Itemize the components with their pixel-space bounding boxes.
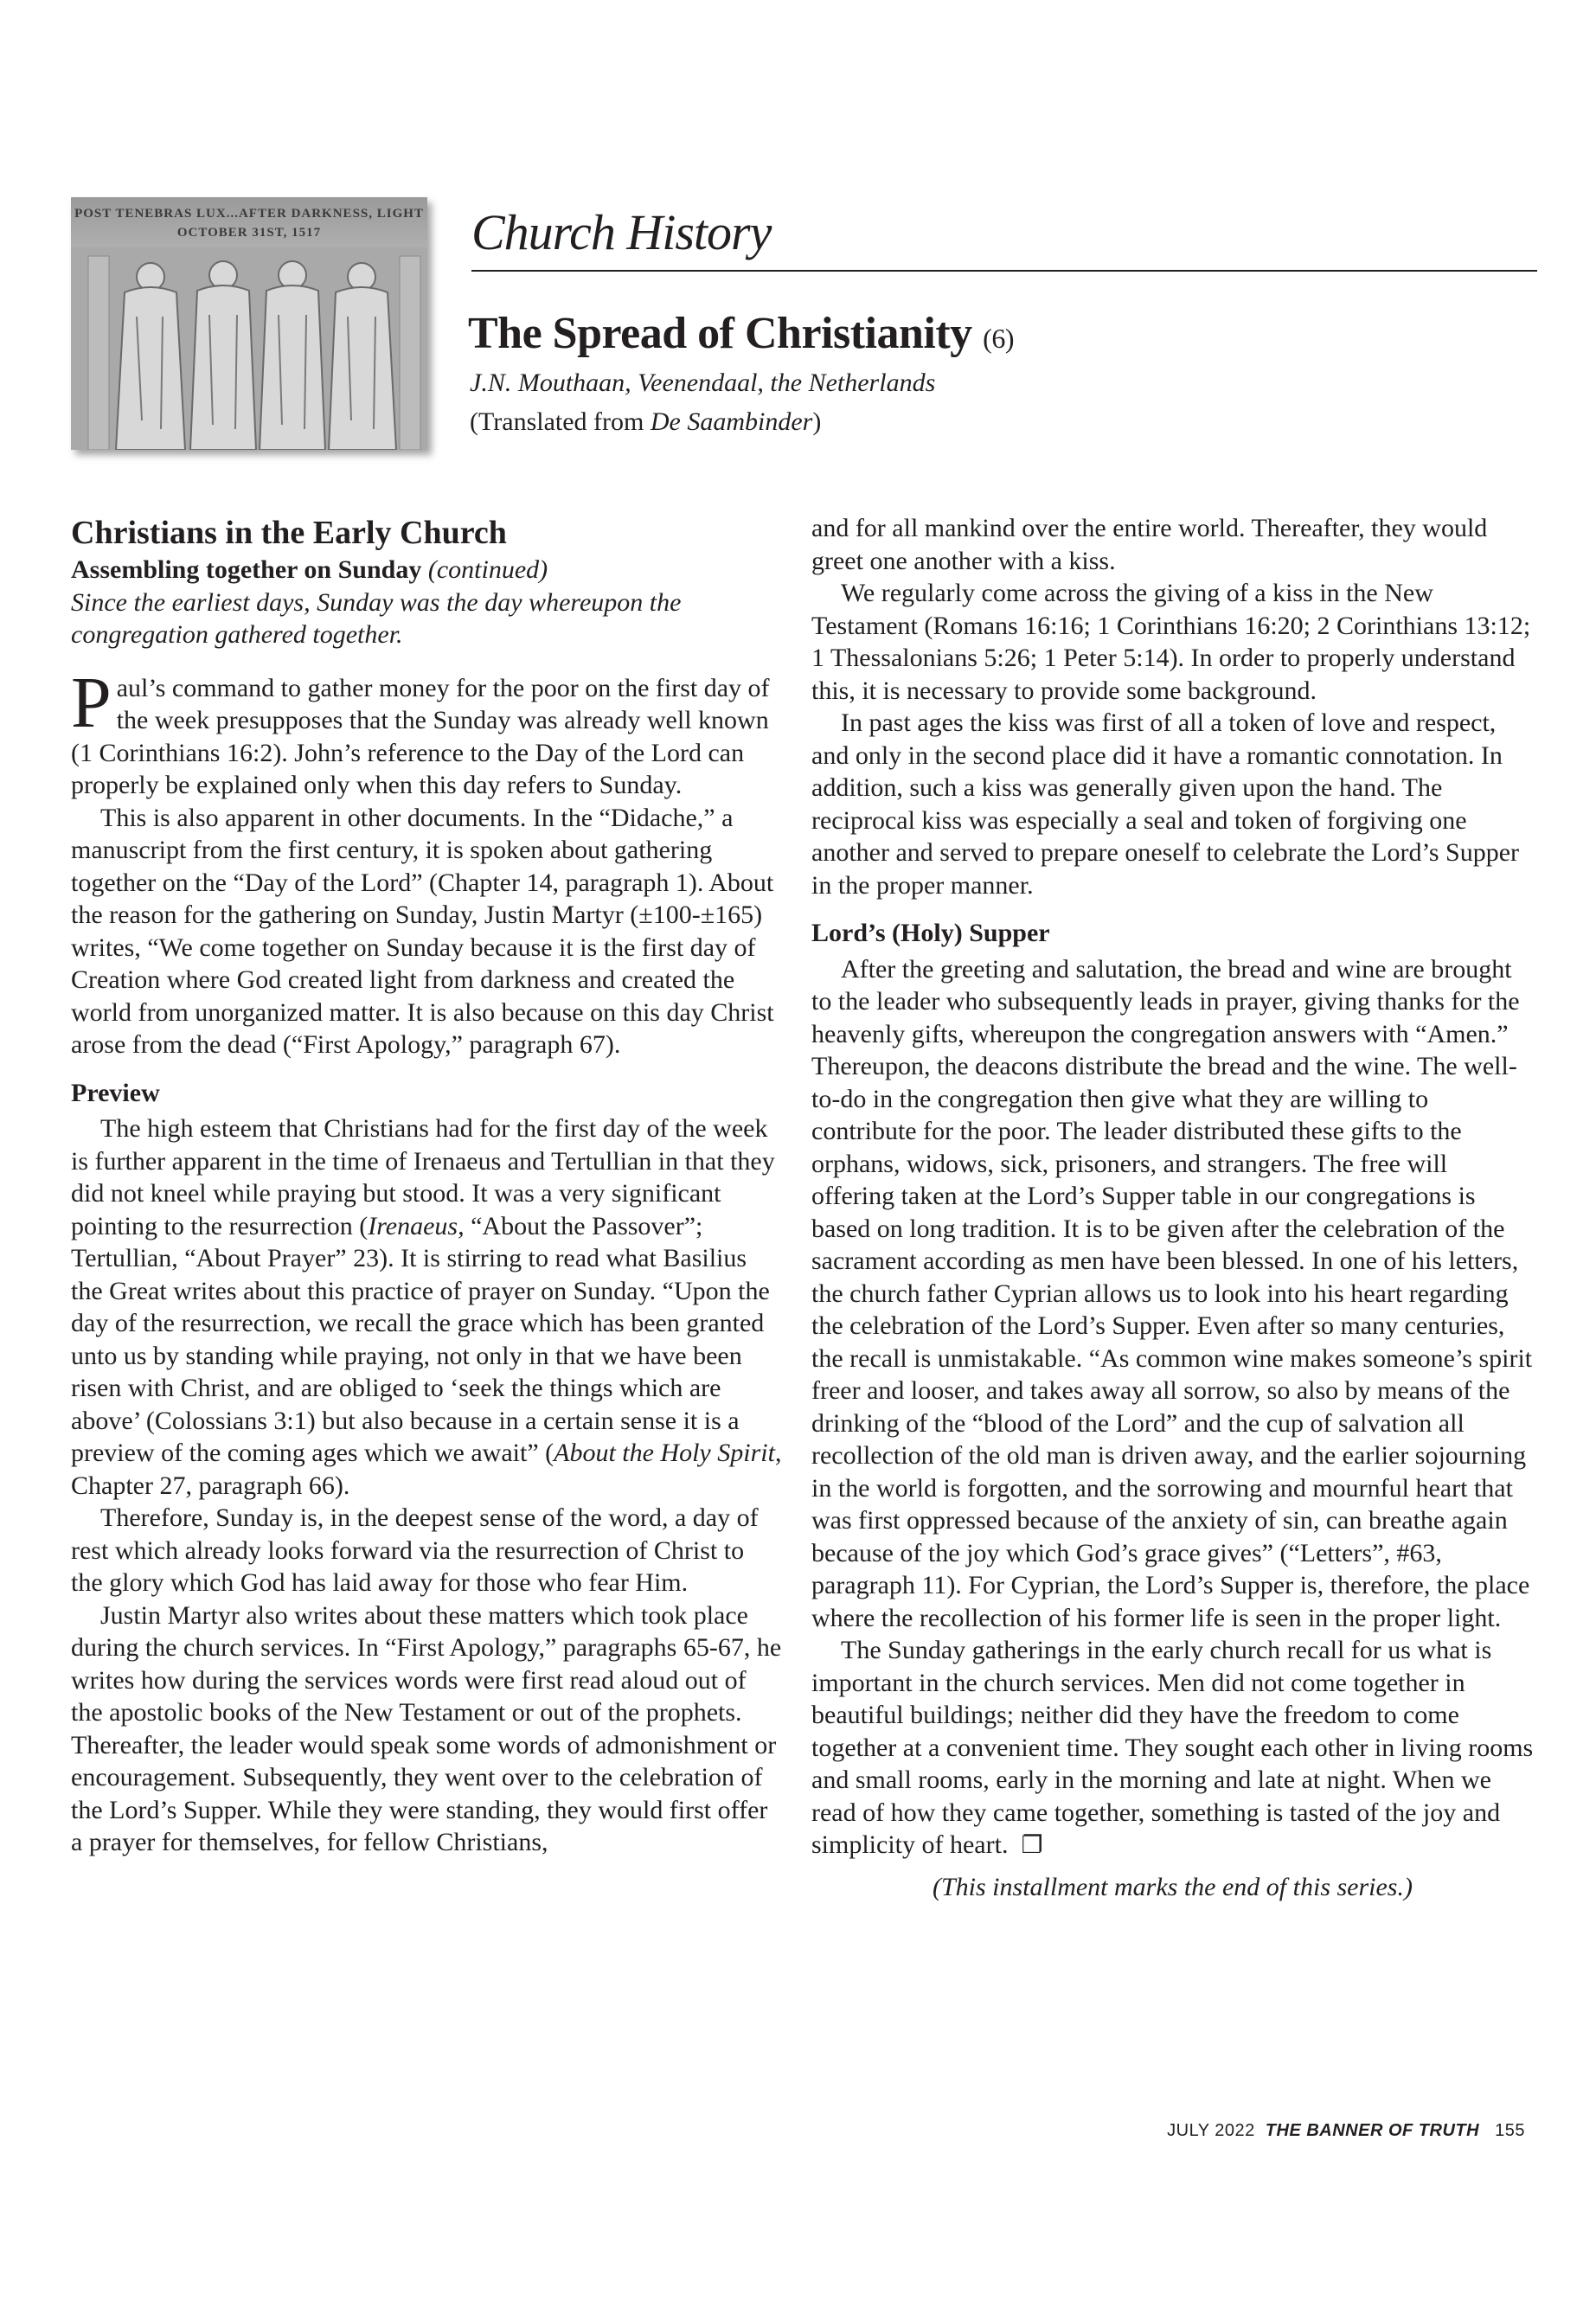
reformation-wall-photo [71,197,427,450]
paragraph: In past ages the kiss was first of all a token of love and respect, and only in the second place did it have a romantic connotation. In addition, such a kiss was generally given upon the hand. The reciprocal kiss was especially a seal and token of forgiving one another and served to prepare oneself to celebrate the Lord’s Supper in the proper manner. [811,708,1519,900]
lead-summary: Since the earliest days, Sunday was the day whereupon the congregation gathered together. [71,587,682,649]
publication-name: THE BANNER OF TRUTH [1265,2121,1480,2140]
paragraph: Paul’s command to gather money for the poor on the first day of the week presupposes that the Sunday was already well known (1 Corinthians 16:2). John’s reference to the Day of the Lord can properly be explained only when this day refers to Sunday. [71,662,770,799]
subheading: Assembling together on Sunday (continued) [71,555,548,584]
section-label: Church History [471,204,772,260]
translation-credit: (Translated from De Saambinder) [470,407,822,436]
paragraph: We regularly come across the giving of a kiss in the New Testament (Romans 16:16; 1 Corinthians 16:20; 2 Corinthians 13:12; 1 Thessalonians 5:26; 1 Peter 5:14). In order to properly understand this, it is necessary to provide some background. [811,579,1531,705]
drop-cap: P [71,662,112,743]
right-column [811,512,1534,1903]
paragraph: The Sunday gatherings in the early church recall for us what is important in the church services. Men did not come together in beautiful buildings; neither did they have the freedom to come together at a convenient time. They sought each other in living rooms and small rooms, early in the morning and late at night. When we read of how they came together, something is tasted of the joy and simplicity of heart. ❐ [811,1636,1534,1859]
paragraph: This is also apparent in other documents. In the “Didache,” a manuscript from the first century, it is spoken about gathering together on the “Day of the Lord” (Chapter 14, paragraph 1). About the reason for the gathering on Sunday, Justin Martyr (±100-±165) writes, “We come together on Sunday because it is the first day of Creation where God created light from darkness and created the world from unorganized matter. It is also because on this day Christ arose from the dead (“First Apology,” paragraph 67). [71,803,774,1059]
page-number: 155 [1495,2121,1525,2140]
paragraph: Therefore, Sunday is, in the deepest sense of the word, a day of rest which already looks forward via the resurrection of Christ to the glory which God has laid away for those who fear Him. [71,1503,759,1597]
photo-inscription: POST TENEBRAS LUX...AFTER DARKNESS, LIGHT OCTOBER 31ST, 1517 [74,207,424,240]
article-part: (6) [983,323,1014,354]
paragraph: Justin Martyr also writes about these matters which took place during the church services. In “First Apology,” paragraphs 65-67, he writes how during the services words were first read aloud out of the apostolic books of the New Testament or out of the prophets. Thereafter, the leader would speak some words of admonishment or encouragement. Subsequently, they went over to the celebration of the Lord’s Supper. While they were standing, they would first offer a prayer for themselves, for fellow Christians, [71,1600,782,1856]
end-mark-icon: ❐ [1021,1832,1043,1859]
issue-date: JULY 2022 [1167,2121,1255,2140]
reformer-statues [71,247,427,450]
author-byline: J.N. Mouthaan, Veenendaal, the Netherlands [470,369,936,397]
article-title-text: The Spread of Christianity [468,309,972,358]
page-footer [1167,2121,1525,2141]
left-column [71,512,782,1859]
installment-note: (This installment marks the end of this series.) [933,1872,1413,1901]
section-rule [471,270,1537,272]
paragraph: The high esteem that Christians had for the first day of the week is further apparent in the time of Irenaeus and Tertullian in that they did not kneel while praying but stood. It was a very significant pointing to the resurrection (Irenaeus, “About the Passover”; Tertullian, “About Prayer” 23). It is stirring to read what Basilius the Great writes about this practice of prayer on Sunday. “Upon the day of the resurrection, we recall the grace which has been granted unto us by standing while praying, not only in that we have been risen with Christ, and are obliged to ‘seek the things which are above’ (Colossians 3:1) but also because in a certain sense it is a preview of the coming ages which we await” (About the Holy Spirit, Chapter 27, paragraph 66). [71,1114,782,1500]
paragraph: After the greeting and salutation, the bread and wine are brought to the leader who subsequently leads in prayer, giving thanks for the heavenly gifts, whereupon the congregation answers with “Amen.” Thereupon, the deacons distribute the bread and the wine. The well-to-do in the congregation then give what they are willing to contribute for the poor. The leader distributed these gifts to the orphans, widows, sick, prisoners, and strangers. The free will offering taken at the Lord’s Supper table in our congregations is based on long tradition. It is to be given after the celebration of the sacrament according as men have been blessed. In one of his letters, the church father Cyprian allows us to look into his heart regarding the celebration of the Lord’s Supper. Even after so many centuries, the recall is unmistakable. “As common wine makes someone’s spirit freer and looser, and takes away all sorrow, so also by means of the drinking of the “blood of the Lord” and the cup of salvation all recollection of the old man is driven away, and the earlier sojourning in the world is forgotten, and the sorrowing and mournful heart that was first oppressed because of the anxiety of sin, can breathe again because of the joy which God’s grace gives” (“Letters”, #63, paragraph 11). For Cyprian, the Lord’s Supper is, therefore, the place where the recollection of his former life is seen in the proper light. [811,954,1533,1632]
paragraph: and for all mankind over the entire world. Thereafter, they would greet one another with a kiss. [811,514,1488,575]
article-title [468,311,1014,356]
preview-heading: Preview [71,1078,160,1107]
section-heading: Christians in the Early Church [71,515,507,551]
supper-heading: Lord’s (Holy) Supper [811,919,1050,947]
